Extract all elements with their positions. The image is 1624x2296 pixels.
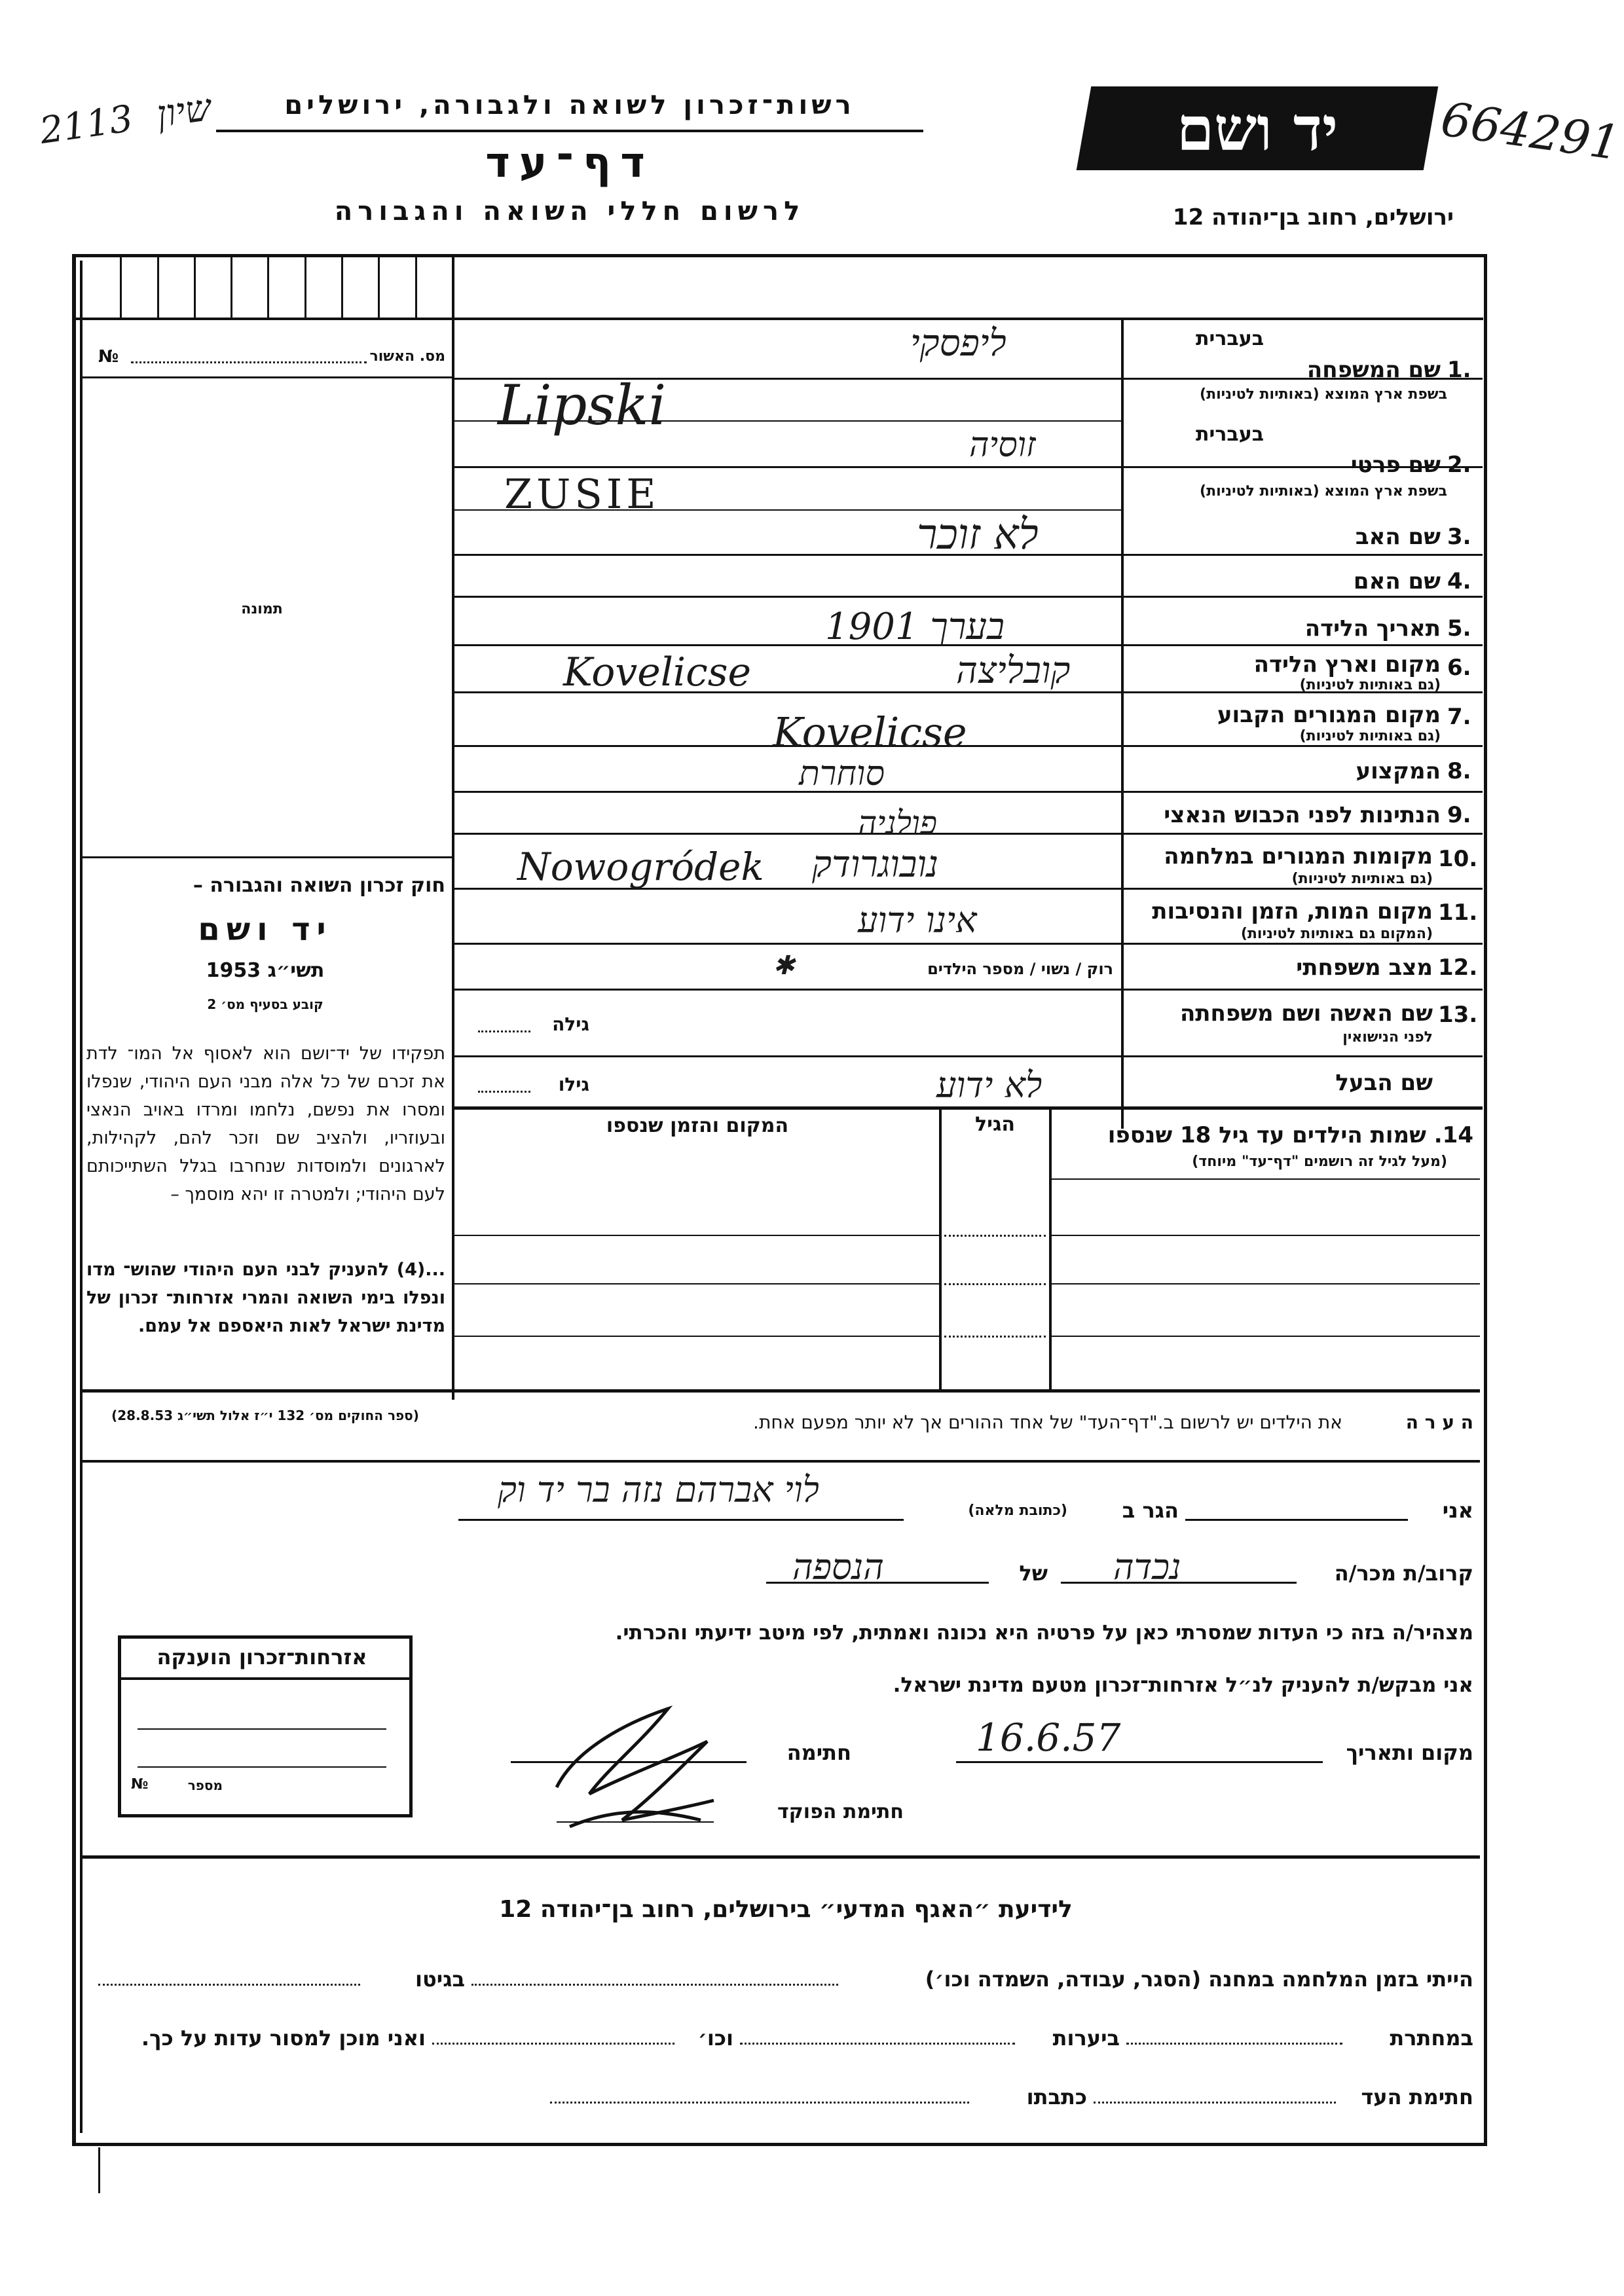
field-3-label: שם האב xyxy=(1355,524,1441,550)
field-1-label: שם המשפחה xyxy=(1306,357,1441,383)
field-12-num: 12. xyxy=(1438,955,1478,981)
husband-age-line xyxy=(478,1091,530,1093)
hw-father: לא זוכר xyxy=(917,511,1039,559)
footer-line2-a: במחתרת xyxy=(1390,2026,1473,2050)
hw-death: אינו ידוע xyxy=(858,900,977,941)
footer-line3-b: כתבתו xyxy=(1026,2085,1087,2109)
note-divider xyxy=(83,1389,1480,1393)
field-5-num: 5. xyxy=(1447,615,1471,642)
field-10-num: 10. xyxy=(1438,846,1478,872)
decl-i-label: אני xyxy=(1442,1498,1473,1523)
field-3-num: 3. xyxy=(1447,524,1471,550)
field-11-sub: (המקום גם באותיות לטיניות) xyxy=(1240,926,1433,942)
field-6-sub: (גם באותיות לטיניות) xyxy=(1299,677,1441,693)
decl-of-label: של xyxy=(1019,1561,1048,1586)
photo-label: תמונה xyxy=(241,601,283,617)
form-subtitle: לרשום חללי השואה והגבורה xyxy=(334,196,805,227)
decl-request: אני מבקש/ת להעניק לנ״ל אזרחות־זכרון מטעם מדינת ישראל. xyxy=(893,1673,1473,1697)
signature-scribble xyxy=(550,1696,720,1840)
field-9-num: 9. xyxy=(1447,802,1471,828)
hw-birth-place-lat: Kovelicse xyxy=(563,649,752,695)
children-place-header: המקום והזמן שנספו xyxy=(606,1114,789,1137)
footer-line1-b: בגיטו xyxy=(415,1967,465,1992)
field-1-num: 1. xyxy=(1447,357,1471,383)
decl-place-date-label: מקום ותאריך xyxy=(1346,1740,1473,1765)
field-2-sub: בשפת ארץ המוצא (באותיות לטיניות) xyxy=(1200,483,1447,500)
approval-no-symbol: № xyxy=(98,347,119,367)
children-age-header: הגיל xyxy=(975,1113,1015,1136)
hw-surname-he: ליפסקי xyxy=(910,322,1006,365)
law-title: חוק זכרון השואה והגבורה – xyxy=(193,874,445,897)
field-5-label: תאריך הלידה xyxy=(1304,615,1441,642)
decl-signature-label: חתימה xyxy=(786,1740,851,1765)
field-8-num: 8. xyxy=(1447,758,1471,784)
hw-residence-lat: Kovelicse xyxy=(773,708,967,756)
hw-surname-lat: Lipski xyxy=(498,373,667,437)
footer-title: לידיעת ״האגף המדעי״ בירושלים, רחוב בן־יהודה 12 xyxy=(499,1896,1073,1923)
field-1-lang: בעברית xyxy=(1196,327,1264,350)
hw-wartime-he: נובוגרודק xyxy=(812,843,939,886)
note-text: את הילדים יש לרשום ב."דף־העד" של אחד ההורים אך לא יותר מפעם אחת. xyxy=(753,1412,1342,1433)
margin-note-number: 2113 xyxy=(37,97,136,153)
logo-text: יד ושם xyxy=(1176,94,1338,164)
decl-officer-label: חתימת הפוקד xyxy=(777,1800,904,1823)
label-column-border xyxy=(1121,320,1124,1129)
field-7-num: 7. xyxy=(1447,704,1471,730)
husband-age-label: גילו xyxy=(558,1074,589,1095)
law-text-2: ...(4) להעניק לבני העם היהודי שהוש־ מדו ונפלו בימי השואה והמרי אזרחות־ זכרון של מדינת ישראל לאות היאספם אל עמם. xyxy=(86,1260,445,1336)
footer-line2-b: ביערות xyxy=(1052,2026,1120,2050)
children-sub: (מעל לגיל זה רושמים "דף־עד" מיוחד) xyxy=(1192,1154,1447,1170)
hw-nationality: פולניה xyxy=(858,804,938,842)
field-4-num: 4. xyxy=(1447,568,1471,594)
org-name: רשות־זכרון לשואה ולגבורה, ירושלים xyxy=(284,90,855,120)
field-11-label: מקום המות, הזמן והנסיבות xyxy=(1152,898,1433,924)
hw-first-lat: ZUSIE xyxy=(504,470,660,518)
decl-relative-label: קרוב/ת מכר/ה xyxy=(1334,1561,1473,1586)
field-13-label: שם האשה ושם משפחתה xyxy=(1179,1000,1433,1027)
hw-profession: סוחרת xyxy=(799,754,885,793)
decl-statement: מצהיר/ה בזה כי העדות שמסרתי כאן על פרטיה היא נכונה ואמתית, לפי מיטב ידיעתי והכרתי. xyxy=(615,1621,1473,1645)
hw-birth-place-he: קובליצה xyxy=(956,649,1071,692)
cert-no-symbol: № xyxy=(131,1776,149,1793)
field-7-sub: (גם באותיות לטיניות) xyxy=(1299,728,1441,744)
approval-line xyxy=(131,361,367,363)
field-6-label: מקום וארץ הלידה xyxy=(1253,651,1441,678)
field-10-sub: (גם באותיות לטיניות) xyxy=(1291,871,1433,887)
footer-line2-c: וכו׳ xyxy=(697,2026,733,2050)
field-2-num: 2. xyxy=(1447,452,1471,478)
hw-husband: לא ידוע xyxy=(936,1065,1043,1106)
law-year: תשי״ג 1953 xyxy=(206,959,325,982)
field-1-sub: בשפת ארץ המוצא (באותיות לטיניות) xyxy=(1200,386,1447,403)
wife-age-line xyxy=(478,1030,530,1032)
note-label: ה ע ר ה xyxy=(1405,1412,1473,1433)
field-8-label: המקצוע xyxy=(1356,758,1441,784)
wife-age-label: גילה xyxy=(552,1013,589,1035)
children-title xyxy=(1054,1122,1473,1148)
field-11-num: 11. xyxy=(1438,900,1478,926)
hw-wartime-lat: Nowogródek xyxy=(517,845,764,889)
hw-of-whom: הנספה xyxy=(792,1546,884,1588)
hw-relation: נכדה xyxy=(1113,1546,1181,1588)
left-column-border xyxy=(452,257,454,1400)
org-underline xyxy=(216,130,923,132)
husband-label: שם הבעל xyxy=(1335,1070,1433,1096)
top-box-divider xyxy=(75,318,1483,320)
children-title-text: 14. שמות הילדים עד גיל 18 שנספו xyxy=(1107,1122,1473,1148)
decl-resides-label: הגר ב xyxy=(1122,1498,1179,1523)
hw-first-he: זוסיה xyxy=(969,426,1036,465)
margin-note-text: שיון xyxy=(154,86,214,136)
margin-note xyxy=(37,86,214,153)
field-13-sub: לפני הנישואין xyxy=(1342,1029,1433,1046)
field-6-num: 6. xyxy=(1447,655,1471,681)
footer-line2-d: ואני מוכן למסור עדות על כך. xyxy=(141,2026,426,2050)
cert-no-label: מספר xyxy=(187,1777,223,1793)
approval-label: מס. האשור xyxy=(369,348,445,365)
address: ירושלים, רחוב בן־יהודה 12 xyxy=(1172,204,1454,230)
hw-marital-mark: ✱ xyxy=(773,951,795,981)
field-10-label: מקומות המגורים במלחמה xyxy=(1164,843,1433,869)
footer-line1-a: הייתי בזמן המלחמה במחנה (הסגר, עבודה, השמדה וכו׳) xyxy=(925,1967,1473,1992)
field-12-label: מצב משפחתי xyxy=(1296,955,1433,981)
cert-title: אזרחות־זכרון הוענקה xyxy=(157,1645,367,1669)
form-title: דף־עד xyxy=(485,139,654,187)
footer-line3-a: חתימת העד xyxy=(1361,2085,1473,2109)
field-13-num: 13. xyxy=(1438,1002,1478,1028)
field-9-label: הנתינות לפני הכבוש הנאצי xyxy=(1164,802,1441,828)
top-boxes xyxy=(85,257,452,318)
field-12-extra: רוק / נשוי / מספר הילדים xyxy=(927,960,1113,978)
field-2-lang: בעברית xyxy=(1196,423,1264,446)
field-4-label: שם האם xyxy=(1353,568,1441,594)
law-reference: (ספר החוקים מס׳ 132 י״ז אלול תשי״ג 28.8.53) xyxy=(111,1408,419,1423)
law-clause: קובע בסעיף מס׳ 2 xyxy=(207,996,323,1012)
law-name: יד ושם xyxy=(198,911,333,948)
decl-full-address: (כתובת מלאה) xyxy=(968,1503,1067,1519)
field-7-label: מקום המגורים הקבוע xyxy=(1217,702,1441,728)
hw-date: 16.6.57 xyxy=(976,1715,1121,1760)
hw-birth-date: בערך 1901 xyxy=(825,606,1005,648)
document-number: 664291 xyxy=(1437,91,1624,171)
hw-declarant: לוי אברהם נזה בר יד וק xyxy=(498,1469,819,1510)
footer-divider xyxy=(83,1855,1480,1859)
law-text-1: תפקידו של יד־ושם הוא לאסוף אל המו־ לדת את זכרם של כל אלה מבני העם היהודי, שנפלו ומסרו את נפשם, נלחמו ומרדו באויב הנאצי ובעוזריו, ולהציב שם וזכר להם, לקהילות, לארגונים ולמוסדות שנחרבו בגלל השתייכותם לעם היהודי; ולמטרה זו יהא מוסמך – xyxy=(86,1044,445,1205)
field-2-label: שם פרטי xyxy=(1350,452,1441,478)
